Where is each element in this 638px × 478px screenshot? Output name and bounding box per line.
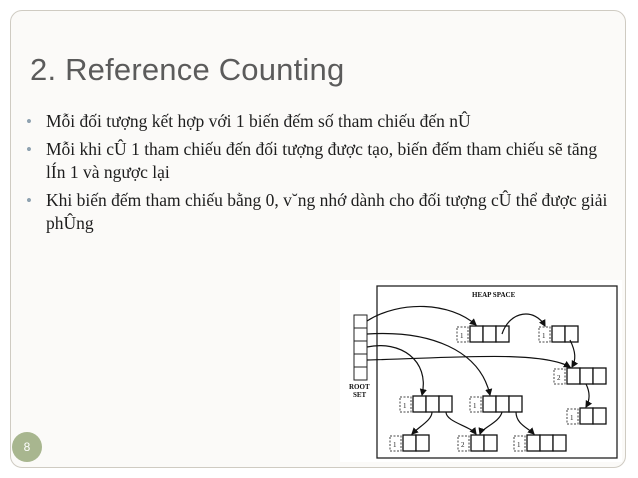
heap-object — [539, 326, 578, 342]
svg-text:1: 1 — [517, 441, 521, 449]
bullet-dot-icon: • — [26, 112, 32, 131]
heap-object — [400, 396, 452, 412]
root-label: ROOT — [349, 383, 370, 391]
bullet-text: Mỗi đối tượng kết hợp với 1 biến đếm số tham chiếu đến nÛ — [46, 111, 471, 131]
bullet-item — [24, 138, 614, 184]
bullet-text: Mỗi khi cÛ 1 tham chiếu đến đối tượng được tạo, biến đếm tham chiếu sẽ tăng lÍn 1 và ngược lại — [46, 139, 598, 182]
svg-text:2: 2 — [461, 441, 465, 449]
heap-object — [457, 326, 509, 342]
heap-object — [514, 435, 566, 451]
heap-object — [554, 368, 606, 384]
svg-text:2: 2 — [557, 374, 561, 382]
svg-text:1: 1 — [473, 402, 477, 410]
svg-text:1: 1 — [403, 402, 407, 410]
page-number-badge: 8 — [12, 432, 42, 462]
svg-text:1: 1 — [542, 332, 546, 340]
set-label: SET — [353, 391, 367, 399]
svg-text:1: 1 — [460, 332, 464, 340]
bullet-dot-icon: • — [26, 140, 32, 159]
svg-text:1: 1 — [570, 414, 574, 422]
heap-object — [390, 435, 429, 451]
bullet-list — [24, 110, 614, 240]
heap-object — [567, 408, 606, 424]
svg-text:1: 1 — [393, 441, 397, 449]
heap-object — [458, 435, 497, 451]
heap-object — [470, 396, 522, 412]
reference-counting-diagram — [340, 280, 622, 462]
slide-title: 2. Reference Counting — [30, 52, 345, 87]
heap-diagram-svg — [340, 280, 622, 462]
bullet-item — [24, 110, 614, 133]
root-set — [354, 315, 367, 380]
bullet-item — [24, 189, 614, 235]
bullet-dot-icon: • — [26, 191, 32, 210]
heap-space-label: HEAP SPACE — [472, 291, 516, 299]
bullet-text: Khi biến đếm tham chiếu bằng 0, v˘ng nhớ dành cho đối tượng cÛ thể được giải phÛng — [46, 190, 608, 233]
